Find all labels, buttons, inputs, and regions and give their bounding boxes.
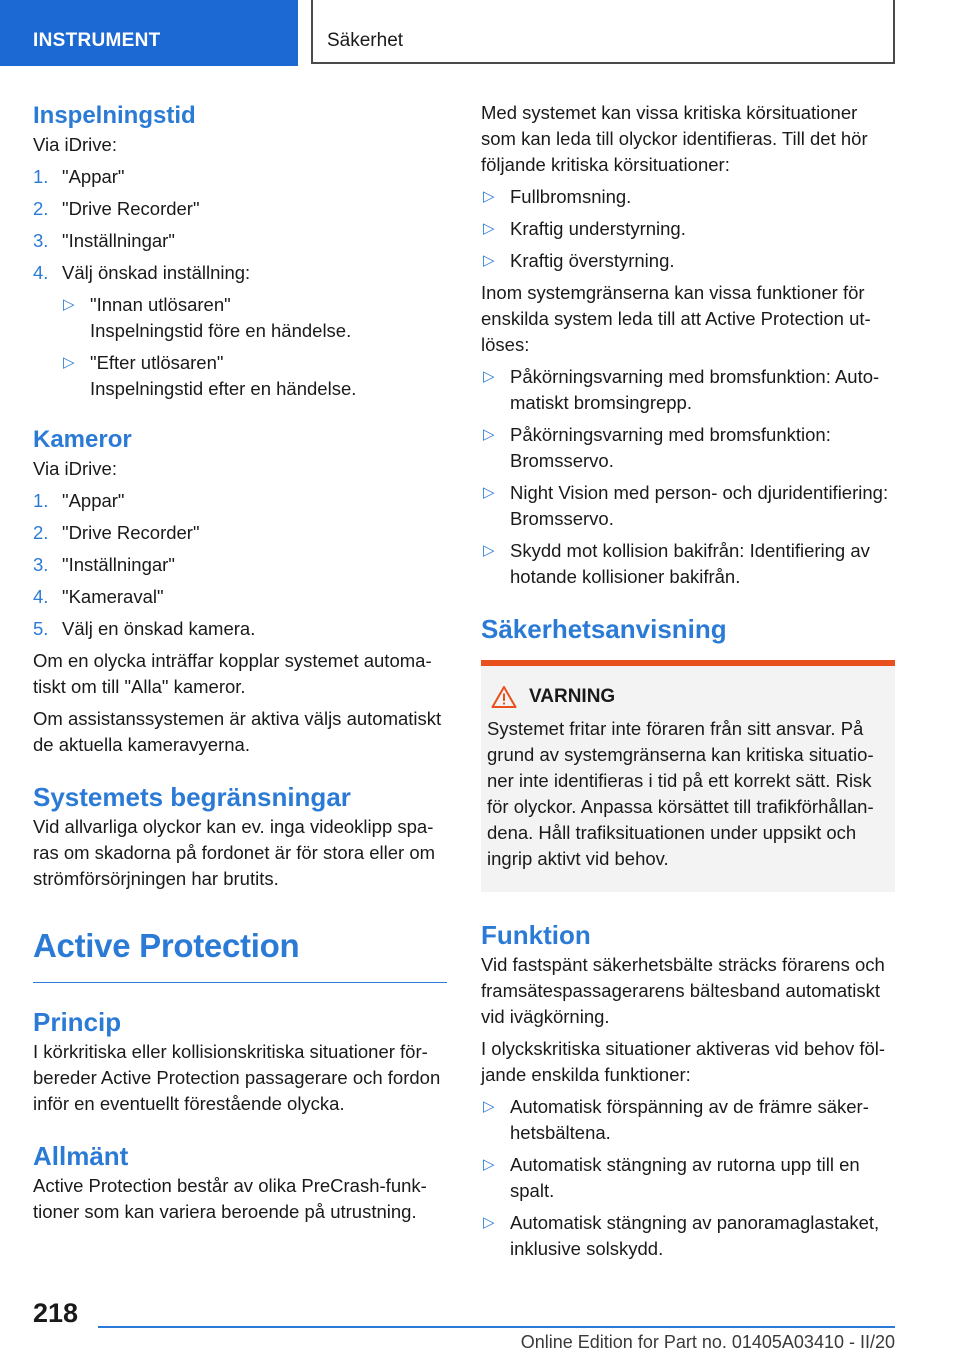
step-number: 4. xyxy=(33,586,49,607)
step-number: 1. xyxy=(33,490,49,511)
warning-triangle-icon xyxy=(491,685,517,709)
function-paragraph-1: Vid fastspänt säkerhetsbälte sträcks förarens och framsätespassagerarens bältesband automatiskt vid ivägkörning. xyxy=(481,954,885,1027)
list-item xyxy=(481,422,895,474)
situation-text: Kraftig understyrning. xyxy=(510,218,686,239)
bullet-triangle-icon: ▷ xyxy=(483,484,495,501)
list-item xyxy=(33,616,447,642)
list-item xyxy=(33,584,447,610)
trigger-text: Påkörningsvarning med bromsfunktion: Bromsservo. xyxy=(510,424,831,471)
step-number: 4. xyxy=(33,262,49,283)
step-text: "Kameraval" xyxy=(62,586,164,607)
step-number: 2. xyxy=(33,198,49,219)
option-title: "Efter utlösaren" xyxy=(90,352,224,373)
list-item xyxy=(481,184,895,210)
list-item xyxy=(33,228,447,254)
situation-text: Kraftig överstyrning. xyxy=(510,250,675,271)
step-text: "Drive Recorder" xyxy=(62,522,200,543)
bullet-triangle-icon: ▷ xyxy=(483,188,495,205)
bullet-triangle-icon: ▷ xyxy=(483,542,495,559)
heading-safety-notice: Säkerhetsanvisning xyxy=(481,614,727,644)
limits-paragraph: Vid allvarliga olyckor kan ev. inga videoklipp sparas om skadorna på fordonet är för stora eller om strömförsörjningen har brutits. xyxy=(33,816,436,889)
camera-paragraph-1: Om en olycka inträffar kopplar systemet automatiskt om till "Alla" kameror. xyxy=(33,650,432,697)
heading-function: Funktion xyxy=(481,920,591,950)
page-header xyxy=(0,0,960,66)
heading-active-protection: Active Protection xyxy=(33,927,300,964)
bullet-triangle-icon: ▷ xyxy=(63,354,75,371)
chapter-tab: INSTRUMENT xyxy=(0,0,298,66)
triggers-list xyxy=(481,364,895,590)
list-item xyxy=(33,164,447,190)
list-item xyxy=(33,520,447,546)
step-number: 3. xyxy=(33,554,49,575)
footer-divider xyxy=(98,1326,895,1328)
camera-steps-list xyxy=(33,488,447,642)
edition-text: Online Edition for Part no. 01405A03410 - II/20 xyxy=(520,1332,895,1352)
bullet-triangle-icon: ▷ xyxy=(483,426,495,443)
step-text: "Inställningar" xyxy=(62,230,175,251)
list-item xyxy=(33,552,447,578)
section-tab: Säkerhet xyxy=(311,0,895,64)
recording-options-list xyxy=(33,292,447,402)
list-item xyxy=(481,1152,895,1204)
step-text: "Inställningar" xyxy=(62,554,175,575)
step-number: 5. xyxy=(33,618,49,639)
step-text: "Appar" xyxy=(62,166,125,187)
situation-text: Fullbromsning. xyxy=(510,186,632,207)
function-text: Automatisk stängning av rutorna upp till en spalt. xyxy=(510,1154,860,1201)
limits-paragraph: Inom systemgränserna kan vissa funktioner för enskilda system leda till att Active Protection utlöses: xyxy=(481,282,871,355)
list-item xyxy=(481,216,895,242)
functions-list xyxy=(481,1094,895,1262)
section-divider xyxy=(33,982,447,983)
list-item xyxy=(481,364,895,416)
heading-general: Allmänt xyxy=(33,1141,129,1171)
list-item xyxy=(33,350,447,402)
bullet-triangle-icon: ▷ xyxy=(483,1156,495,1173)
heading-principle: Princip xyxy=(33,1007,122,1037)
option-title: "Innan utlösaren" xyxy=(90,294,231,315)
list-item xyxy=(481,248,895,274)
function-text: Automatisk förspänning av de främre säkerhetsbältena. xyxy=(510,1096,869,1143)
warning-label: VARNING xyxy=(529,686,616,707)
step-number: 2. xyxy=(33,522,49,543)
list-item xyxy=(481,1210,895,1262)
via-idrive-text: Via iDrive: xyxy=(33,458,117,479)
list-item xyxy=(481,538,895,590)
bullet-triangle-icon: ▷ xyxy=(483,1098,495,1115)
option-desc: Inspelningstid före en händelse. xyxy=(90,320,352,341)
intro-paragraph: Med systemet kan vissa kritiska körsituationer som kan leda till olyckor identifieras. Till det hör följande kritiska körsituationer: xyxy=(481,102,868,175)
general-paragraph: Active Protection består av olika PreCrash-funktioner som kan variera beroende på utrustning. xyxy=(33,1175,427,1222)
right-column xyxy=(481,100,895,1268)
trigger-text: Night Vision med person- och djuridentifiering: Bromsservo. xyxy=(510,482,889,529)
warning-header xyxy=(487,684,887,710)
list-item xyxy=(33,292,447,344)
bullet-triangle-icon: ▷ xyxy=(63,296,75,313)
step-number: 1. xyxy=(33,166,49,187)
trigger-text: Skydd mot kollision bakifrån: Identifiering av hotande kollisioner bakifrån. xyxy=(510,540,870,587)
bullet-triangle-icon: ▷ xyxy=(483,368,495,385)
list-item xyxy=(481,1094,895,1146)
function-paragraph-2: I olyckskritiska situationer aktiveras vid behov följande enskilda funktioner: xyxy=(481,1038,886,1085)
step-number: 3. xyxy=(33,230,49,251)
list-item xyxy=(33,260,447,286)
via-idrive-text: Via iDrive: xyxy=(33,134,117,155)
option-desc: Inspelningstid efter en händelse. xyxy=(90,378,357,399)
list-item xyxy=(33,196,447,222)
step-text: Välj en önskad kamera. xyxy=(62,618,256,639)
warning-box xyxy=(481,660,895,892)
function-text: Automatisk stängning av panoramaglastaket, inklusive solskydd. xyxy=(510,1212,880,1259)
warning-text: Systemet fritar inte föraren från sitt ansvar. På grund av systemgränserna kan kritiska situationer inte identifieras i tid på ett korrekt sätt. Risk för olyckor. Anpassa körsättet till trafikförhållandena. Håll trafiksituationen under uppsikt och ingrip aktivt vid behov. xyxy=(487,718,874,869)
situations-list xyxy=(481,184,895,274)
trigger-text: Påkörningsvarning med bromsfunktion: Automatiskt bromsingrepp. xyxy=(510,366,880,413)
bullet-triangle-icon: ▷ xyxy=(483,220,495,237)
bullet-triangle-icon: ▷ xyxy=(483,252,495,269)
principle-paragraph: I körkritiska eller kollisionskritiska situationer förbereder Active Protection passagerare och fordon inför en eventuellt förestående olycka. xyxy=(33,1041,441,1114)
step-text: "Drive Recorder" xyxy=(62,198,200,219)
step-text: "Appar" xyxy=(62,490,125,511)
list-item xyxy=(481,480,895,532)
heading-recording-time: Inspelningstid xyxy=(33,102,196,129)
heading-system-limits: Systemets begränsningar xyxy=(33,782,351,812)
bullet-triangle-icon: ▷ xyxy=(483,1214,495,1231)
list-item xyxy=(33,488,447,514)
recording-steps-list xyxy=(33,164,447,286)
heading-cameras: Kameror xyxy=(33,426,132,453)
camera-paragraph-2: Om assistanssystemen är aktiva väljs automatiskt de aktuella kameravyerna. xyxy=(33,708,442,755)
page-number: 218 xyxy=(33,1298,79,1328)
left-column xyxy=(33,100,447,1231)
step-text: Välj önskad inställning: xyxy=(62,262,251,283)
